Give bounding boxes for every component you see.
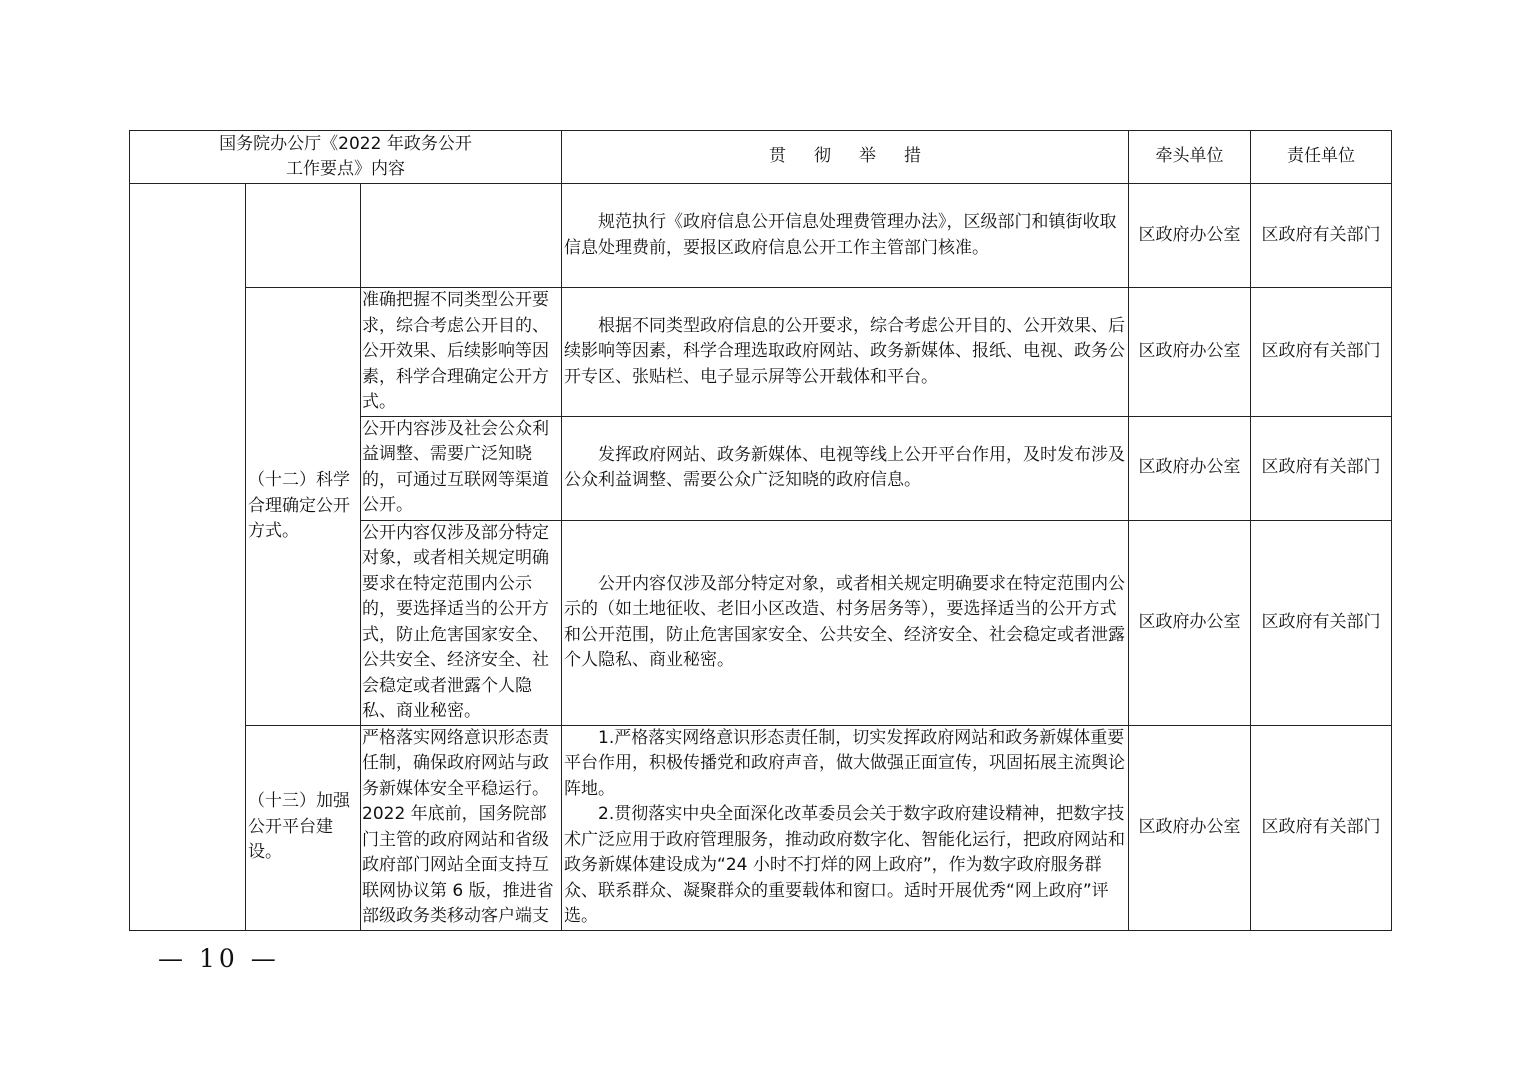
lead-unit-cell: 区政府办公室 [1129, 520, 1251, 725]
table-row [130, 288, 1392, 417]
section-cell [130, 184, 246, 931]
measure-text: 根据不同类型政府信息的公开要求，综合考虑公开目的、公开效果、后续影响等因素，科学合理选取政府网站、政务新媒体、报纸、电视、政务公开专区、张贴栏、电子显示屏等公开载体和平台。 [564, 315, 1126, 387]
responsible-unit-cell: 区政府有关部门 [1251, 288, 1392, 417]
responsible-unit-cell: 区政府有关部门 [1251, 520, 1392, 725]
policy-table [129, 130, 1392, 931]
table-header-row [130, 131, 1392, 184]
header-content [130, 131, 562, 184]
measure-cell [562, 725, 1129, 930]
lead-unit-cell: 区政府办公室 [1129, 725, 1251, 930]
header-content-line1: 国务院办公厅《2022 年政务公开 [219, 133, 472, 154]
measure-cell [562, 184, 1129, 288]
measure-cell [562, 416, 1129, 520]
header-content-line2: 工作要点》内容 [286, 159, 406, 179]
lead-unit-cell: 区政府办公室 [1129, 416, 1251, 520]
measure-cell [562, 288, 1129, 417]
requirement-cell: 严格落实网络意识形态责任制，确保政府网站与政务新媒体安全平稳运行。2022 年底前，国务院部门主管的政府网站和省级政府部门网站全面支持互联网协议第 6 版，推进省部级政务类移动客户端支 [361, 725, 562, 930]
header-lead-unit: 牵头单位 [1129, 131, 1251, 184]
measure-cell [562, 520, 1129, 725]
requirement-cell: 公开内容涉及社会公众利益调整、需要广泛知晓的，可通过互联网等渠道公开。 [361, 416, 562, 520]
measure-text: 发挥政府网站、政务新媒体、电视等线上公开平台作用，及时发布涉及公众利益调整、需要公众广泛知晓的政府信息。 [564, 444, 1126, 490]
header-measures: 贯彻举措 [562, 131, 1129, 184]
measure-text: 公开内容仅涉及部分特定对象，或者相关规定明确要求在特定范围内公示的（如土地征收、老旧小区改造、村务居务等），要选择适当的公开方式和公开范围，防止危害国家安全、公共安全、经济安全、社会稳定或者泄露个人隐私、商业秘密。 [564, 573, 1126, 670]
category-cell-empty [246, 184, 361, 288]
measure-text: 2.贯彻落实中央全面深化改革委员会关于数字政府建设精神，把数字技术广泛应用于政府管理服务，推动政府数字化、智能化运行，把政府网站和政务新媒体建设成为“24 小时不打烊的网上政府”，作为数字政府服务群众、联系群众、凝聚群众的重要载体和窗口。适时开展优秀“网上政府”评选。 [564, 804, 1126, 926]
measure-text: 1.严格落实网络意识形态责任制，切实发挥政府网站和政务新媒体重要平台作用，积极传播党和政府声音，做大做强正面宣传，巩固拓展主流舆论阵地。 [564, 727, 1126, 799]
category-cell: （十三）加强公开平台建设。 [246, 725, 361, 930]
lead-unit-cell: 区政府办公室 [1129, 288, 1251, 417]
measure-text: 规范执行《政府信息公开信息处理费管理办法》，区级部门和镇街收取信息处理费前，要报区政府信息公开工作主管部门核准。 [564, 212, 1117, 258]
responsible-unit-cell: 区政府有关部门 [1251, 725, 1392, 930]
category-cell: （十二）科学合理确定公开方式。 [246, 288, 361, 726]
responsible-unit-cell: 区政府有关部门 [1251, 184, 1392, 288]
requirement-cell: 公开内容仅涉及部分特定对象，或者相关规定明确要求在特定范围内公示的，要选择适当的公开方式，防止危害国家安全、公共安全、经济安全、社会稳定或者泄露个人隐私、商业秘密。 [361, 520, 562, 725]
table-row [130, 725, 1392, 930]
page-number: — 10 — [158, 944, 280, 973]
table-row [130, 184, 1392, 288]
requirement-cell [361, 184, 562, 288]
header-responsible-unit: 责任单位 [1251, 131, 1392, 184]
requirement-cell: 准确把握不同类型公开要求，综合考虑公开目的、公开效果、后续影响等因素，科学合理确定公开方式。 [361, 288, 562, 417]
lead-unit-cell: 区政府办公室 [1129, 184, 1251, 288]
responsible-unit-cell: 区政府有关部门 [1251, 416, 1392, 520]
